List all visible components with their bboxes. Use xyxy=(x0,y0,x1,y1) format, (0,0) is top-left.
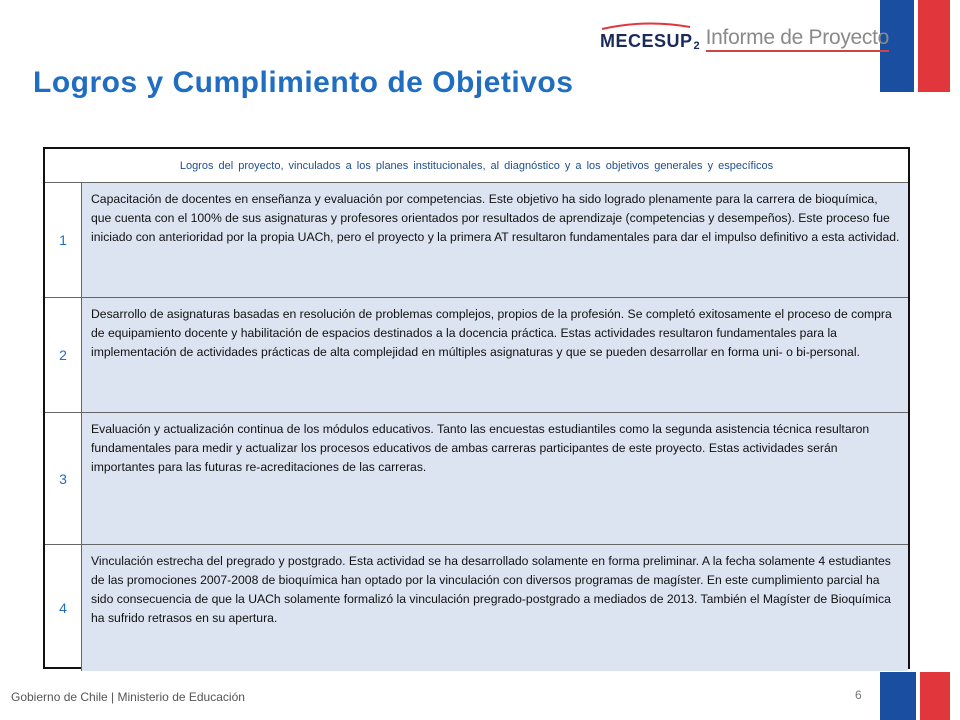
flag-blue-bar xyxy=(880,672,916,720)
flag-decoration-bottom xyxy=(880,672,950,720)
logo-arc-icon xyxy=(600,22,692,30)
table-row xyxy=(45,298,908,413)
page-title: Logros y Cumplimiento de Objetivos xyxy=(33,66,574,99)
row-text: Capacitación de docentes en enseñanza y evaluación por competencias. Este objetivo ha sido logrado plenamente para la carrera de bioquímica, que cuenta con el 100% de sus asignaturas y profesores orientados por resultados de aprendizaje (competencias y desempeños). Este proceso fue iniciado con anterioridad por la propia UACh, pero el proyecto y la primera AT resultaron fundamentales para dar el impulso definitivo a esta actividad. xyxy=(82,183,908,297)
row-number: 3 xyxy=(45,413,82,544)
row-number: 4 xyxy=(45,545,82,671)
page-number: 6 xyxy=(855,688,862,702)
row-text: Desarrollo de asignaturas basadas en resolución de problemas complejos, propios de la profesión. Se completó exitosamente el proceso de compra de equipamiento docente y habilitación de espacios destinados a la docencia práctica. Estas actividades resultaron fundamentales para la implementación de actividades prácticas de alta complejidad en múltiples asignaturas y que se pueden desarrollar en forma uni- o bi-personal. xyxy=(82,298,908,412)
flag-red-bar xyxy=(918,0,950,92)
flag-red-bar xyxy=(920,672,950,720)
row-number: 2 xyxy=(45,298,82,412)
logo-tagline: Informe de Proyecto xyxy=(706,26,889,52)
table-header: Logros del proyecto, vinculados a los planes institucionales, al diagnóstico y a los objetivos generales y específicos xyxy=(45,149,908,183)
table-row xyxy=(45,545,908,671)
table-row xyxy=(45,183,908,298)
flag-decoration-top xyxy=(880,0,950,92)
row-number: 1 xyxy=(45,183,82,297)
mecesup-logo xyxy=(600,26,889,52)
logo-brand: MECESUP xyxy=(600,31,693,51)
footer-text: Gobierno de Chile | Ministerio de Educación xyxy=(11,690,245,704)
table-row xyxy=(45,413,908,545)
row-text: Vinculación estrecha del pregrado y postgrado. Esta actividad se ha desarrollado solamente en forma preliminar. A la fecha solamente 4 estudiantes de las promociones 2007-2008 de bioquímica han optado por la vinculación con diversos programas de magíster. En este cumplimiento parcial ha sido consecuencia de que la UACh solamente formalizó la vinculación pregrado-postgrado a mediados de 2013. También el Magíster de Bioquímica ha sufrido retrasos en su apertura. xyxy=(82,545,908,671)
logo-brand-sub: 2 xyxy=(693,40,700,52)
row-text: Evaluación y actualización continua de los módulos educativos. Tanto las encuestas estudiantiles como la segunda asistencia técnica resultaron fundamentales para medir y actualizar los procesos educativos de ambas carreras participantes de este proyecto. Estas actividades serán importantes para las futuras re-acreditaciones de las carreras. xyxy=(82,413,908,544)
objectives-table xyxy=(43,147,910,669)
